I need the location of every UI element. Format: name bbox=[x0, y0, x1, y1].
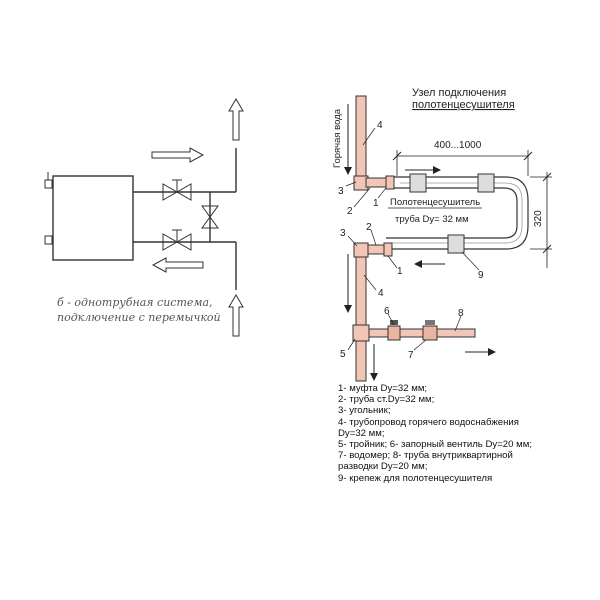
callout-3-mid: 3 bbox=[340, 228, 346, 239]
callout-2-top: 2 bbox=[347, 206, 353, 217]
legend-item: 2- труба ст.Dy=32 мм; bbox=[338, 394, 435, 406]
connector-pipe-top bbox=[366, 178, 388, 187]
dimension-width-label: 400...1000 bbox=[434, 140, 482, 151]
dryer-bracket bbox=[448, 235, 464, 253]
flow-arrow-left-icon bbox=[153, 258, 203, 272]
valve-icon bbox=[163, 230, 191, 250]
legend-item: 5- тройник; 6- запорный вентиль Dy=20 мм; bbox=[338, 439, 532, 451]
callout-3-top: 3 bbox=[338, 186, 344, 197]
callout-4-mid: 4 bbox=[378, 288, 384, 299]
flow-arrow-right-icon bbox=[152, 148, 203, 162]
callout-4-top: 4 bbox=[377, 120, 383, 131]
riser-pipe-upper bbox=[356, 96, 366, 180]
riser-pipe-lower bbox=[356, 257, 366, 327]
dimension-height-label: 320 bbox=[533, 210, 544, 227]
right-title-line1: Узел подключения bbox=[412, 87, 507, 99]
tank-fitting-bottom-icon bbox=[45, 236, 52, 244]
branch-pipe bbox=[369, 329, 475, 337]
right-scheme bbox=[332, 87, 552, 381]
tank-fitting-top-icon bbox=[45, 180, 52, 188]
coupling-bottom bbox=[384, 243, 392, 256]
legend-item: 4- трубопровод горячего водоснабжения bbox=[338, 416, 519, 428]
left-scheme bbox=[45, 99, 243, 336]
left-caption-line2: подключение с перемычкой bbox=[57, 311, 221, 324]
legend-item: 7- водомер; 8- труба внутриквартирной bbox=[338, 450, 513, 462]
flow-arrow-up-icon bbox=[229, 99, 243, 140]
callout-9: 9 bbox=[478, 270, 484, 281]
pipe-label: труба Dy= 32 мм bbox=[395, 214, 469, 225]
legend-item: 1- муфта Dy=32 мм; bbox=[338, 383, 428, 394]
hot-water-label: Горячая вода bbox=[332, 109, 343, 168]
legend-item: Dy=32 мм; bbox=[338, 427, 385, 439]
boiler-tank bbox=[53, 176, 133, 260]
coupling-top bbox=[386, 176, 394, 189]
callout-8: 8 bbox=[458, 308, 464, 319]
right-title-line2: полотенцесушителя bbox=[412, 99, 515, 111]
callout-7: 7 bbox=[408, 350, 414, 361]
legend bbox=[338, 383, 598, 484]
towel-dryer-inner bbox=[386, 188, 517, 238]
dryer-label: Полотенцесушитель bbox=[390, 197, 481, 208]
callout-2-mid: 2 bbox=[366, 222, 372, 233]
dryer-bracket bbox=[478, 174, 494, 192]
callout-6: 6 bbox=[384, 306, 390, 317]
legend-item: 3- угольник; bbox=[338, 405, 391, 417]
flow-arrow-up-icon bbox=[229, 295, 243, 336]
valve-icon bbox=[163, 180, 191, 200]
left-caption-line1: б - однотрубная система, bbox=[57, 296, 213, 309]
water-meter-icon bbox=[423, 320, 437, 340]
tee-fitting bbox=[353, 325, 369, 341]
legend-item: разводки Dy=20 мм; bbox=[338, 461, 428, 473]
legend-item: 9- крепеж для полотенцесушителя bbox=[338, 472, 493, 484]
shutoff-valve-icon bbox=[388, 320, 400, 340]
riser-pipe-bottom bbox=[356, 341, 366, 381]
callout-5: 5 bbox=[340, 349, 346, 360]
callout-1-top: 1 bbox=[373, 198, 379, 209]
dryer-bracket bbox=[410, 174, 426, 192]
callout-1-mid: 1 bbox=[397, 266, 403, 277]
